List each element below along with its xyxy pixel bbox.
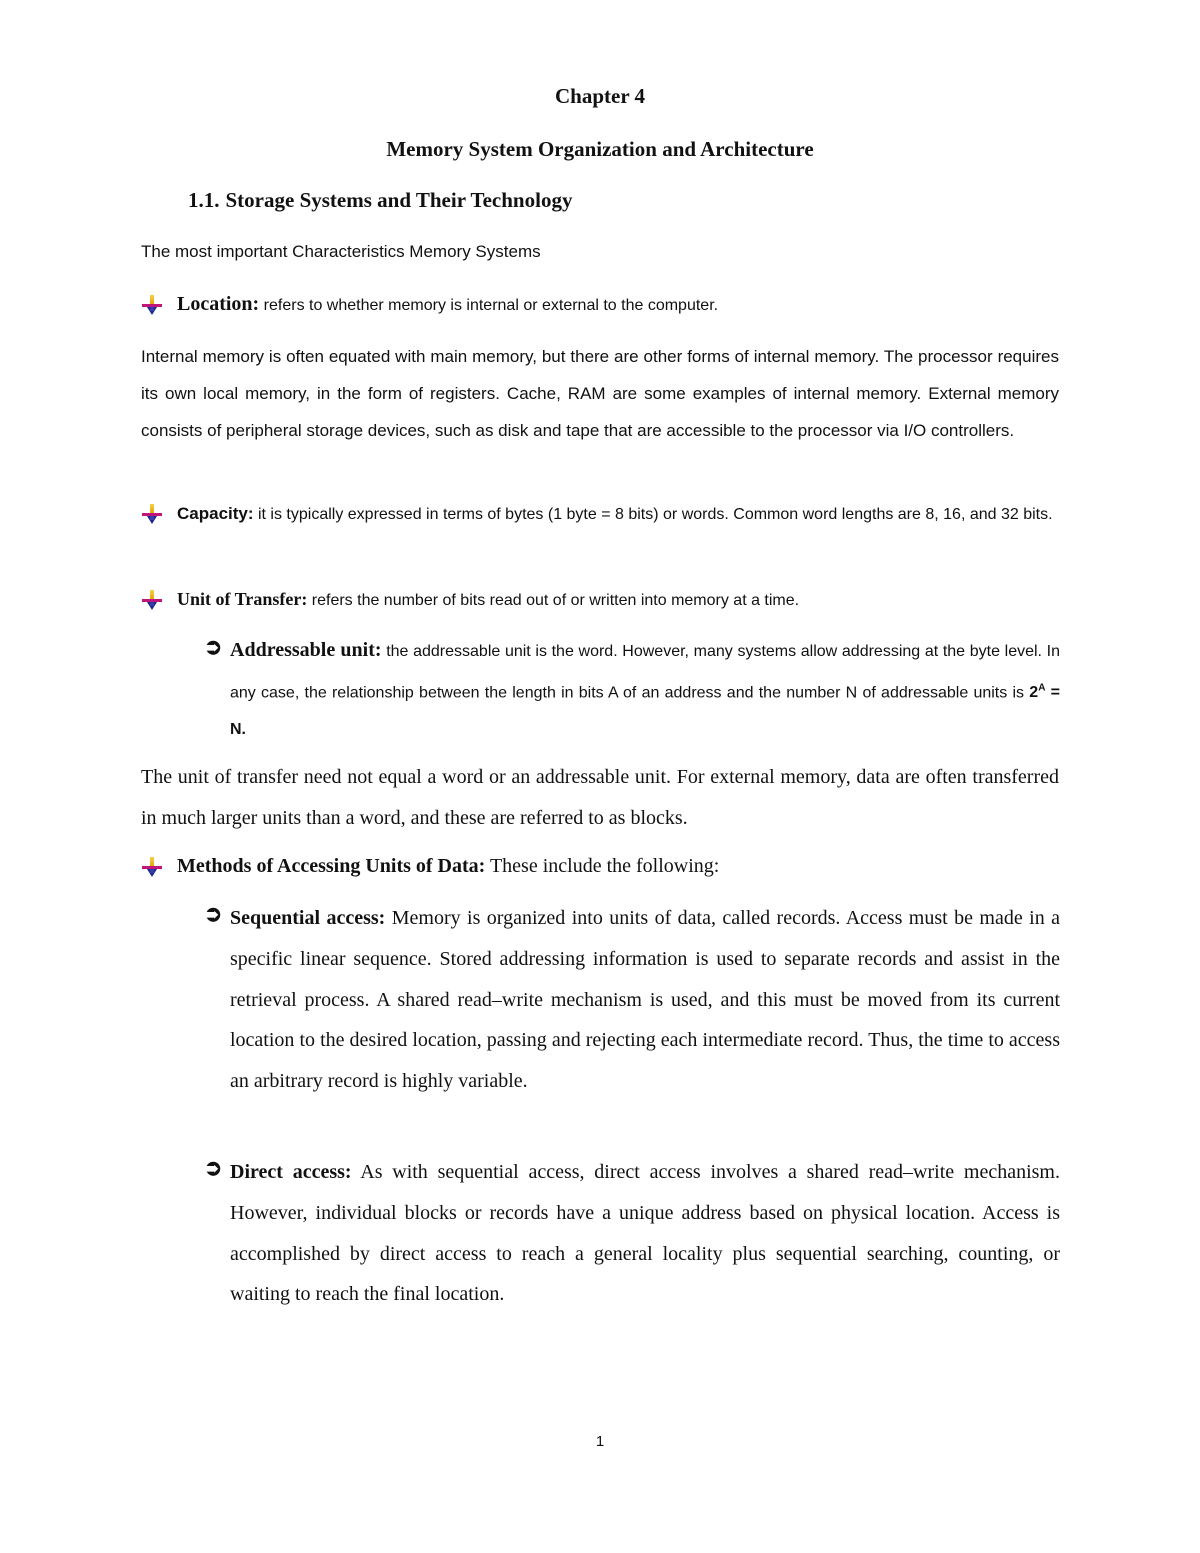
sequential-term: Sequential access: — [230, 907, 386, 929]
curved-arrow-icon: ➲ — [204, 634, 223, 659]
location-term: Location: — [177, 293, 260, 315]
down-arrow-bullet-icon — [141, 294, 163, 316]
unit-of-transfer-text: refers the number of bits read out of or written into memory at a time. — [307, 592, 800, 609]
down-arrow-bullet-icon — [141, 589, 163, 611]
curved-arrow-icon: ➲ — [204, 901, 223, 926]
direct-text: As with sequential access, direct access involves a shared read–write mechanism. However, individual blocks or records have a unique address based on physical location. Access is accomplished by direct access to reach a general locality plus sequential searching, counting, or waiting to reach the final location. — [230, 1161, 1060, 1306]
section-title: Storage Systems and Their Technology — [225, 188, 573, 212]
addressable-formula: $2^A = N$. — [230, 683, 1060, 739]
chapter-title: Chapter 4 — [554, 84, 646, 108]
capacity-text: it is typically expressed in terms of bytes (1 byte = 8 bits) or words. Common word lengths are 8, 16, and 32 bits. — [253, 506, 1053, 523]
unit-of-transfer-paragraph: The unit of transfer need not equal a word or an addressable unit. For external memory, data are often transferred in much larger units than a word, and these are referred to as blocks. — [141, 766, 1059, 829]
unit-of-transfer-term: Unit of Transfer: — [177, 589, 308, 609]
direct-term: Direct access: — [230, 1161, 352, 1183]
chapter-subtitle: Memory System Organization and Architecture — [386, 137, 814, 161]
down-arrow-bullet-icon — [141, 503, 163, 525]
sequential-text: Memory is organized into units of data, called records. Access must be made in a specific linear sequence. Stored addressing information is used to separate records and assist in the retrieval process. A shared read–write mechanism is used, and this must be moved from its current location to the desired location, passing and rejecting each intermediate record. Thus, the time to access an arbitrary record is highly variable. — [230, 907, 1060, 1093]
location-text: refers to whether memory is internal or external to the computer. — [259, 297, 719, 314]
capacity-term: Capacity: — [177, 504, 254, 523]
methods-text: These include the following: — [485, 855, 720, 877]
page-number: 1 — [595, 1433, 605, 1450]
addressable-unit-text: the addressable unit is the word. However, many systems allow addressing at the byte level. In any case, the relationship between the length in bits A of an address and the number N of addressable units is — [230, 643, 1060, 702]
section-number: 1.1. — [188, 188, 220, 212]
internal-memory-paragraph: Internal memory is often equated with main memory, but there are other forms of internal memory. The processor requires its own local memory, in the form of registers. Cache, RAM are some examples of internal memory. External memory consists of peripheral storage devices, such as disk and tape that are accessible to the processor via I/O controllers. — [141, 347, 1059, 440]
methods-term: Methods of Accessing Units of Data: — [177, 855, 486, 877]
down-arrow-bullet-icon — [141, 856, 163, 878]
addressable-unit-term: Addressable unit: — [230, 639, 382, 661]
section-heading — [188, 188, 572, 213]
intro-text: The most important Characteristics Memory Systems — [141, 242, 541, 261]
curved-arrow-icon: ➲ — [204, 1155, 223, 1180]
